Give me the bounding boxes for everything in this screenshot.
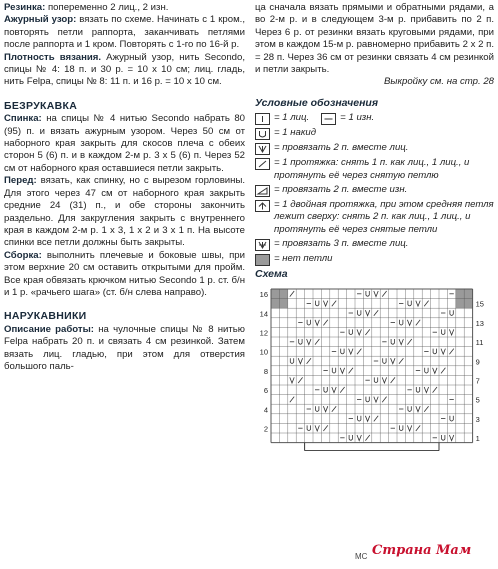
row-number-odd: 13 — [475, 318, 484, 328]
slip-mark — [416, 319, 420, 325]
cuffs-heading: НАРУКАВНИКИ — [4, 310, 87, 323]
decrease-mark — [416, 300, 420, 306]
legend-item-knit — [255, 112, 309, 125]
row-number-even: 6 — [263, 385, 268, 395]
legend-row-k3tog — [255, 238, 494, 251]
slip-mark — [382, 396, 386, 402]
legend-k2tog-text: = провязать 2 п. вместе лиц. — [274, 142, 409, 154]
legend-row-ssk — [255, 157, 494, 182]
slip-mark — [357, 348, 361, 354]
front-text: вязать, как спинку, но с вырезом горловины. Для этого через 47 см от наборного края закрыть средние 24 (31) п., и обе стороны закончить раздельно. Для закругления закрыть с внутреннего края в каждом 2-м р. 1 x 3, 1 x 2 и 3 x 1 п. На высоте спинки все петли должны быть закрыты. — [4, 175, 246, 249]
yarn-over-mark — [316, 300, 319, 305]
yarn-over-icon — [255, 128, 270, 140]
yarn-over-mark — [442, 329, 445, 334]
legend-row-no-stitch — [255, 253, 494, 266]
slip-mark — [441, 367, 445, 373]
decrease-mark — [332, 387, 336, 393]
cuffs-text: на чулочные спицы № 8 нитью Felpa набрать 20 п. и связать 4 см резинкой. Затем вязать лиц. гладью, при этом для отверстия большого паль- — [4, 323, 245, 372]
legend-item-purl — [321, 112, 374, 125]
lace-paragraph — [4, 14, 245, 51]
legend-row-cdd — [255, 199, 494, 236]
legend-k3tog-text: = провязать 3 п. вместе лиц. — [274, 238, 409, 250]
row-number-even: 12 — [259, 328, 268, 338]
decrease-mark — [357, 329, 361, 335]
decrease-mark — [382, 377, 386, 383]
yarn-over-mark — [408, 406, 411, 411]
row-number-even: 16 — [259, 289, 268, 299]
slip-mark — [433, 387, 437, 393]
gauge-text: Ажурный узор, нить Secondo, спицы № 4: 18 п. и 30 р. = 10 x 10 см; лиц. гладь, нить Felpa, спицы № 8: 11 п. и 16 р. = 10 x 10 см. — [4, 51, 245, 88]
assembly-paragraph — [4, 250, 245, 300]
legend-row-yo — [255, 127, 494, 140]
chart-footer-label: МС — [355, 552, 368, 561]
decrease-mark — [416, 406, 420, 412]
decrease-mark — [374, 291, 378, 297]
yarn-over-mark — [316, 406, 319, 411]
yarn-over-mark — [383, 358, 386, 363]
decrease-mark — [449, 435, 453, 441]
cuffs-paragraph — [4, 324, 245, 374]
knit-stitch-icon — [255, 113, 270, 125]
legend-row-k2tog — [255, 142, 494, 155]
pattern-reference: Выкройку см. на стр. 28 — [384, 76, 494, 88]
slip-mark — [382, 291, 386, 297]
slip-mark — [332, 406, 336, 412]
decrease-mark — [307, 339, 311, 345]
yarn-over-mark — [290, 358, 293, 363]
continued-paragraph: ца сначала вязать прямыми и обратными рядами, а во 2-м р. и в следующем 3-м р. прибавить по 2 п. Через 6 р. от резинки вязать круговыми рядами, при этом в каждом 15-м р. равномерно прибавить 2 x 2 п. = 28 п. Через 36 см от резинки связать 4 см резинкой и петли закрыть. — [255, 2, 494, 76]
yarn-over-mark — [307, 425, 310, 430]
decrease-mark — [315, 425, 319, 431]
decrease-mark — [365, 310, 369, 316]
decrease-mark — [323, 406, 327, 412]
yarn-over-mark — [442, 435, 445, 440]
row-number-odd: 9 — [475, 356, 480, 366]
yarn-over-mark — [358, 415, 361, 420]
row-number-odd: 5 — [475, 395, 480, 405]
cuffs-label: Описание работы: — [4, 323, 95, 335]
k2tog-icon — [255, 143, 270, 155]
row-number-even: 10 — [259, 347, 268, 357]
slip-mark — [416, 425, 420, 431]
yarn-over-mark — [391, 339, 394, 344]
assembly-label: Сборка: — [4, 249, 42, 261]
back-label: Спинка: — [4, 113, 42, 125]
decrease-mark — [424, 387, 428, 393]
slip-mark — [332, 300, 336, 306]
slip-mark — [424, 300, 428, 306]
legend-ssk-text: = 1 протяжка: снять 1 п. как лиц., 1 лиц., и протянуть её через снятую петлю — [274, 157, 470, 181]
back-text: на спицы № 4 нитью Secondo набрать 80 (95) п. и вязать ажурным узором. Через 50 см от наборного края закрыть для скосов плеча с обеих сторон 5 (6) п. и в каждом 2-м р. 3 x 5 (6) п. Через 52 см от наборного края оставшиеся петли закрыть. — [4, 113, 245, 174]
right-column — [255, 2, 494, 451]
slip-mark — [315, 339, 319, 345]
legend-knit-text: = 1 лиц. — [274, 112, 310, 124]
slip-mark — [307, 358, 311, 364]
slip-mark — [449, 348, 453, 354]
row-number-odd: 15 — [475, 299, 484, 309]
slip-mark — [323, 319, 327, 325]
row-number-even: 2 — [263, 424, 268, 434]
decrease-mark — [340, 367, 344, 373]
gauge-paragraph — [4, 52, 245, 89]
vest-heading: БЕЗРУКАВКА — [4, 99, 78, 112]
yarn-over-mark — [374, 377, 377, 382]
decrease-mark — [349, 348, 353, 354]
slip-mark — [290, 291, 294, 297]
yarn-over-mark — [433, 348, 436, 353]
back-paragraph — [4, 113, 245, 175]
decrease-mark — [407, 425, 411, 431]
yarn-over-mark — [425, 367, 428, 372]
decrease-mark — [290, 377, 294, 383]
ssk-icon — [255, 158, 270, 170]
decrease-mark — [315, 319, 319, 325]
decrease-mark — [357, 435, 361, 441]
slip-mark — [365, 329, 369, 335]
row-number-odd: 7 — [475, 376, 480, 386]
slip-mark — [374, 415, 378, 421]
yarn-over-mark — [358, 310, 361, 315]
decrease-mark — [323, 300, 327, 306]
slip-mark — [407, 339, 411, 345]
slip-mark — [374, 310, 378, 316]
double-decrease-icon — [255, 200, 270, 212]
slip-mark — [290, 396, 294, 402]
rib-text: попеременно 2 лиц., 2 изн. — [47, 2, 169, 13]
row-number-odd: 11 — [475, 337, 484, 347]
yarn-over-mark — [366, 396, 369, 401]
slip-mark — [323, 425, 327, 431]
k3tog-icon — [255, 239, 270, 251]
yarn-over-mark — [324, 387, 327, 392]
slip-mark — [424, 406, 428, 412]
legend-k2tog-purl-text: = провязать 2 п. вместе изн. — [274, 184, 408, 196]
decrease-mark — [449, 329, 453, 335]
slip-mark — [365, 435, 369, 441]
decrease-mark — [374, 396, 378, 402]
slip-mark — [298, 377, 302, 383]
yarn-over-mark — [450, 310, 453, 315]
yarn-over-mark — [400, 319, 403, 324]
yarn-over-mark — [408, 300, 411, 305]
legend-yo-text: = 1 накид — [274, 127, 317, 139]
assembly-text: выполнить плечевые и боковые швы, при этом верхние 20 см оставить открытыми для пройм. Все края обвязать крючком нитью Secondo 1 р. ст. б/н и 1 р. «рачьего шага» (ст. б/н слева направо). — [4, 249, 245, 298]
left-column — [4, 2, 245, 373]
yarn-over-mark — [349, 329, 352, 334]
decrease-mark — [433, 367, 437, 373]
decrease-mark — [399, 339, 403, 345]
row-number-even: 4 — [263, 404, 268, 414]
yarn-over-mark — [299, 339, 302, 344]
lace-text: вязать по схеме. Начинать с 1 кром., повторять петли раппорта, заканчивать петлями после раппорта и 1 кром. Повторять с 1-го по 16-й р. — [4, 14, 245, 51]
front-label: Перед: — [4, 175, 37, 187]
lace-label: Ажурный узор: — [4, 14, 77, 26]
decrease-mark — [365, 415, 369, 421]
front-paragraph — [4, 175, 245, 249]
yarn-over-mark — [341, 348, 344, 353]
yarn-over-mark — [349, 435, 352, 440]
legend-row-k2tog-purl — [255, 184, 494, 197]
row-number-odd: 1 — [475, 433, 480, 443]
decrease-mark — [391, 358, 395, 364]
yarn-over-mark — [332, 367, 335, 372]
decrease-mark — [407, 319, 411, 325]
site-watermark: Страна Мам — [372, 543, 472, 558]
slip-mark — [349, 367, 353, 373]
k2tog-purl-icon — [255, 185, 270, 197]
row-number-even: 8 — [263, 366, 268, 376]
yarn-over-mark — [400, 425, 403, 430]
gauge-label: Плотность вязания. — [4, 51, 102, 63]
slip-mark — [391, 377, 395, 383]
yarn-over-mark — [416, 387, 419, 392]
purl-stitch-icon — [321, 113, 336, 125]
legend-no-stitch-text: = нет петли — [274, 253, 333, 265]
row-number-odd: 3 — [475, 414, 480, 424]
yarn-over-mark — [366, 291, 369, 296]
stitch-chart — [255, 283, 494, 451]
legend-purl-text: = 1 изн. — [340, 112, 375, 124]
row-number-even: 14 — [259, 308, 268, 318]
decrease-mark — [441, 348, 445, 354]
legend-cdd-text: = 1 двойная протяжка, при этом средняя петля лежит сверху: снять 2 п. как лиц., 1 лиц., и протянуть её через снятые петли — [274, 199, 494, 235]
slip-mark — [340, 387, 344, 393]
chart-title: Схема — [255, 268, 288, 281]
chart-block — [255, 268, 494, 450]
decrease-mark — [298, 358, 302, 364]
rib-paragraph — [4, 2, 245, 14]
no-stitch-icon — [255, 254, 270, 266]
legend-row-knit-purl — [255, 112, 494, 125]
legend-title: Условные обозначения — [255, 96, 379, 109]
rib-label: Резинка: — [4, 2, 46, 13]
slip-mark — [399, 358, 403, 364]
yarn-over-mark — [307, 319, 310, 324]
yarn-over-mark — [450, 415, 453, 420]
